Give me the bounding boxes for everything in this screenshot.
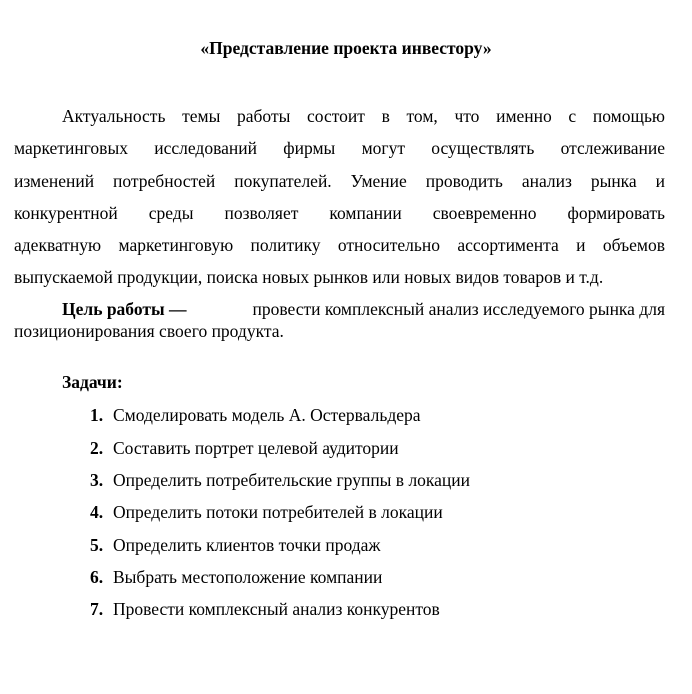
task-text: Провести комплексный анализ конкурентов [113, 599, 440, 619]
task-number: 4. [90, 502, 104, 522]
intro-line: изменений потребностей покупателей. Умение проводить анализ рынка и [14, 171, 665, 191]
task-item [90, 502, 650, 522]
task-number: 3. [90, 470, 104, 490]
task-number: 6. [90, 567, 104, 587]
intro-line: выпускаемой продукции, поиска новых рынков или новых видов товаров и т.д. [14, 267, 604, 287]
task-item [90, 470, 650, 490]
goal-line-2: позиционирования своего продукта. [14, 321, 284, 341]
task-text: Смоделировать модель А. Остервальдера [113, 405, 421, 425]
goal-label: Цель работы — [62, 299, 187, 319]
task-text: Определить потоки потребителей в локации [113, 502, 443, 522]
task-item [90, 535, 650, 555]
task-number: 1. [90, 405, 104, 425]
task-number: 5. [90, 535, 104, 555]
task-item [90, 599, 650, 619]
tasks-heading: Задачи: [62, 372, 123, 392]
document-title: «Представление проекта инвестору» [200, 38, 492, 58]
intro-line: Актуальность темы работы состоит в том, что именно с помощью [62, 106, 665, 126]
intro-line: маркетинговых исследований фирмы могут осуществлять отслеживание [14, 138, 665, 158]
task-item [90, 567, 650, 587]
intro-line: адекватную маркетинговую политику относительно ассортимента и объемов [14, 235, 665, 255]
goal-line [62, 299, 665, 319]
task-text: Составить портрет целевой аудитории [113, 438, 399, 458]
task-text: Определить клиентов точки продаж [113, 535, 381, 555]
task-item [90, 438, 650, 458]
task-text: Определить потребительские группы в локации [113, 470, 471, 490]
task-number: 7. [90, 599, 104, 619]
task-text: Выбрать местоположение компании [113, 567, 383, 587]
task-item [90, 405, 650, 425]
task-number: 2. [90, 438, 104, 458]
intro-line: конкурентной среды позволяет компании своевременно формировать [14, 203, 665, 223]
goal-text: провести комплексный анализ исследуемого рынка для [252, 299, 665, 319]
